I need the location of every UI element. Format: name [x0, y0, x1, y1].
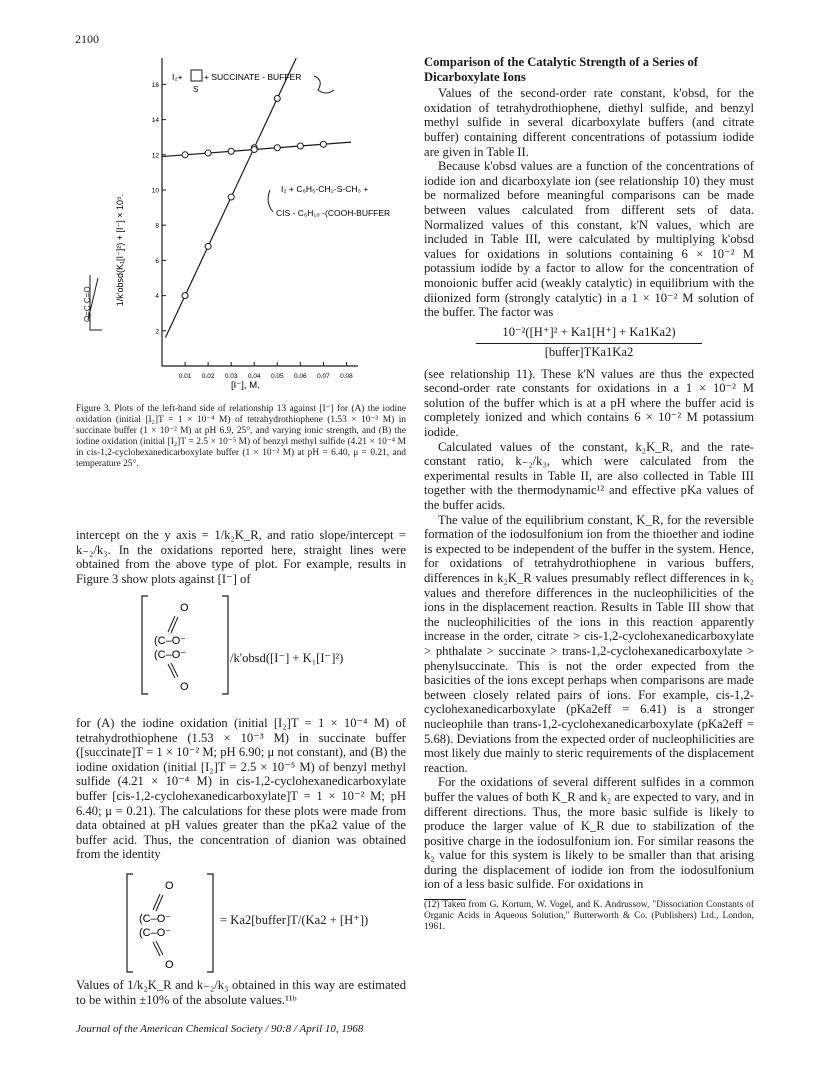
svg-text:(C–O⁻: (C–O⁻	[154, 649, 187, 661]
left-column	[76, 528, 406, 586]
page-number: 2100	[75, 32, 99, 46]
x-tick-label: 0.02	[201, 373, 215, 380]
left-column-3	[76, 978, 406, 1007]
data-point-B	[274, 145, 280, 151]
figure-caption: Figure 3. Plots of the left-hand side of relationship 13 against [I⁻] for (A) the iodine oxidation (initial [I₂]T = 1 × 10⁻⁴ M) of tetrahydrothiophene (1.53 × 10⁻³ M) in succinate buffer (1 × 10⁻² M) at pH 6.9, 25°, and varying ionic strength, and (B) the iodine oxidation (initial [I₂]T = 2.5 × 10⁻⁵ M) of benzyl methyl sulfide (4.21 × 10⁻⁴ M in cis-1,2-cyclohexanedicarboxylate buffer (1 × 10⁻² M) at pH = 6.40, μ = 0.21, and temperature 25°.	[76, 404, 406, 470]
section-heading: Comparison of the Catalytic Strength of a Series of Dicarboxylate Ions	[424, 55, 699, 84]
left-paragraph-1: intercept on the y axis = 1/k₂K_R, and ratio slope/intercept = k₋₂/k₃. In the oxidations reported here, straight lines were obtained from the above type of plot. For example, results in Figure 3 show plots against [I⁻] of	[76, 528, 406, 586]
svg-text:(C–O⁻: (C–O⁻	[139, 913, 172, 925]
right-paragraph-1: Values of the second-order rate constant, k'obsd, for the oxidation of tetrahydrothiophene, diethyl sulfide, and benzyl methyl sulfide in several dicarboxylate buffers (and citrate buffer) containing different concentrations of potassium iodide are given in Table II.	[424, 86, 754, 159]
dianion-structure-left	[83, 275, 102, 330]
right-paragraph-6: For the oxidations of several different sulfides in a common buffer the values of both K_R and k₂ are expected to vary, and in different directions. Thus, the more basic sulfide is likely to produce the larger value of K_R due to stabilization of the positive charge in the iodosulfonium ion. For similar reasons the k₂ value for this system is likely to be smaller than that arising during the displacement of iodide ion from the iodosulfonium ion of a less basic sulfide. For oxidations in	[424, 775, 754, 892]
y-axis-label: 1/k'obsd(K₁[I⁻]²) + [I⁻] × 10⁵.	[115, 193, 125, 307]
equation-1-structure	[140, 594, 230, 698]
right-paragraph-4: Calculated values of the constant, k₂K_R, and the rate-constant ratio, k₋₂/k₃, which were calculated from the experimental results in Table II, are also collected in Table III together with the thermodynamic¹² and effective pKa values of the buffer acids.	[424, 439, 754, 513]
data-point-B	[228, 148, 234, 154]
x-tick-label: 0.04	[247, 373, 261, 380]
fraction-bar	[476, 343, 702, 344]
right-paragraph-2: Because k'obsd values are a function of the concentrations of iodide ion and dicarboxylate ion (see relationship 10) they must be normalized before meaningful comparisons can be made between values calculated from different sets of data. Normalized values of this constant, k'N values, which are included in Table III, were calculated by multiplying k'obsd values for oxidations in solutions containing 6 × 10⁻² M potassium iodide by a factor to allow for the concentration of monoionic buffer acid (weakly catalytic) in equilibrium with the diionized form (strongly catalytic) in a 1 × 10⁻² M solution of the buffer. The factor was	[424, 159, 754, 320]
y-tick-label: 12	[151, 152, 159, 160]
x-tick-label: 0.06	[294, 373, 307, 380]
x-tick-label: 0.07	[317, 373, 330, 380]
normalization-factor	[424, 323, 754, 365]
y-tick-label: 2	[155, 328, 159, 336]
equation-2-tail: = Ka2[buffer]T/(Ka2 + [H⁺])	[220, 913, 369, 927]
data-point-A	[274, 95, 280, 101]
figure-3	[76, 50, 406, 400]
y-tick-label: 8	[155, 222, 159, 230]
svg-text:(C–O⁻: (C–O⁻	[139, 927, 172, 939]
right-column	[424, 55, 754, 934]
factor-numerator: 10⁻²([H⁺]² + Ka1[H⁺] + Ka1Ka2)	[502, 324, 676, 339]
y-tick-label: 6	[155, 257, 159, 265]
right-paragraph-5: The value of the equilibrium constant, K_R, for the reversible formation of the iodosulfonium ion from the thioether and iodine is expected to be independent of the buffer in the system. Hence, for oxidations of tetrahydrothiophene in various buffers, differences in k₂K_R values presumably reflect differences in k₂ values and therefore differences in the nucleophilicities of the ions in the displacement reaction. Results in Table III show that the nucleophilicities of the ions in this reaction apparently increase in the order, citrate > cis-1,2-cyclohexanedicarboxylate > phthalate > succinate > trans-1,2-cyclohexanedicarboxylate > phenylsuccinate. This is not the order expected from the basicities of the ions except perhaps when comparisons are made between closely related pairs of ions. For example, cis-1,2-cyclohexanedicarboxylate (pKa2eff = 6.41) is a stronger nucleophile than trans-1,2-cyclohexanedicarboxylate (pKa2eff = 5.68). Deviations from the expected order of nucleophilicities are most likely due mainly to steric requirements of the displacement reaction.	[424, 512, 754, 775]
svg-text:(C–O⁻: (C–O⁻	[154, 635, 187, 647]
data-point-B	[182, 152, 188, 158]
data-point-B	[297, 143, 303, 149]
label-a: + SUCCINATE - BUFFER	[204, 72, 302, 82]
svg-text:O: O	[180, 681, 189, 693]
svg-text:O: O	[165, 880, 174, 892]
footnote-rule	[424, 899, 466, 900]
y-tick-label: 14	[151, 117, 159, 125]
data-point-A	[182, 293, 188, 299]
left-column-2	[76, 716, 406, 862]
thiophene-ring-icon	[191, 70, 202, 81]
svg-text:O: O	[180, 602, 189, 614]
y-tick-label: 16	[151, 81, 159, 89]
data-point-A	[228, 194, 234, 200]
footnote-12: (12) Taken from G. Kortum, W. Vogel, and K. Andrussow, "Dissociation Constants of Organic Acids in Aqueous Solution," Butterworth & Co. (Publishers) Ltd., London, 1961.	[424, 900, 754, 933]
label-b-pointer	[268, 190, 273, 212]
x-tick-label: 0.08	[340, 373, 353, 380]
svg-text:O=C C=O: O=C C=O	[83, 286, 92, 322]
data-point-B	[320, 141, 326, 147]
label-a-prefix: I₂+	[172, 72, 183, 82]
right-paragraph-3: (see relationship 11). These k'N values are thus the expected second-order rate constants for oxidations in a 1 × 10⁻² M solution of the buffer which is at a pH where the buffer acid is completely ionized and which contains 6 × 10⁻² M potassium iodide.	[424, 366, 754, 440]
label-b-line2: CIS - C₆H₁₀ -(COOH-BUFFER	[276, 208, 391, 218]
ring-sulfur: S	[193, 85, 199, 94]
label-b-line1: I₂ + C₆H₅-CH₂-S-CH₃ +	[281, 184, 369, 194]
equation-2-structure	[125, 872, 215, 976]
x-axis-label: [I⁻], M.	[231, 380, 260, 391]
x-tick-label: 0.03	[224, 373, 238, 380]
factor-denominator: [buffer]TKa1Ka2	[544, 344, 634, 359]
data-point-B	[251, 147, 257, 153]
left-paragraph-3: Values of 1/k₂K_R and k₋₂/k₃ obtained in this way are estimated to be within ±10% of the absolute values.¹¹ᵇ	[76, 978, 406, 1007]
equation-1-tail: /k'obsd([I⁻] + K₁[I⁻]²)	[230, 651, 344, 665]
y-tick-label: 10	[151, 187, 159, 195]
data-point-A	[205, 243, 211, 249]
x-tick-label: 0.05	[270, 373, 284, 380]
svg-text:O: O	[165, 959, 174, 971]
label-a-pointer	[314, 76, 334, 93]
data-point-B	[205, 150, 211, 156]
y-tick-label: 4	[155, 293, 159, 301]
left-paragraph-2: for (A) the iodine oxidation (initial [I₂]T = 1 × 10⁻⁴ M) of tetrahydrothiophene (1.53 × 10⁻³ M) in succinate buffer ([succinate]T = 1 × 10⁻² M; pH 6.90; μ not constant), and (B) the iodine oxidation (initial [I₂]T = 2.5 × 10⁻⁵ M) of benzyl methyl sulfide (4.21 × 10⁻⁴ M) in cis-1,2-cyclohexanedicarboxylate buffer [cis-1,2-cyclohexanedicarboxylate]T = 1 × 10⁻² M; pH 6.40; μ = 0.21). The calculations for these plots were made from data obtained at pH values greater than the pKa2 value of the buffer acid. Thus, the concentration of dianion was obtained from the identity	[76, 716, 406, 862]
journal-footer: Journal of the American Chemical Society / 90:8 / April 10, 1968	[76, 1023, 364, 1035]
x-tick-label: 0.01	[178, 373, 192, 380]
